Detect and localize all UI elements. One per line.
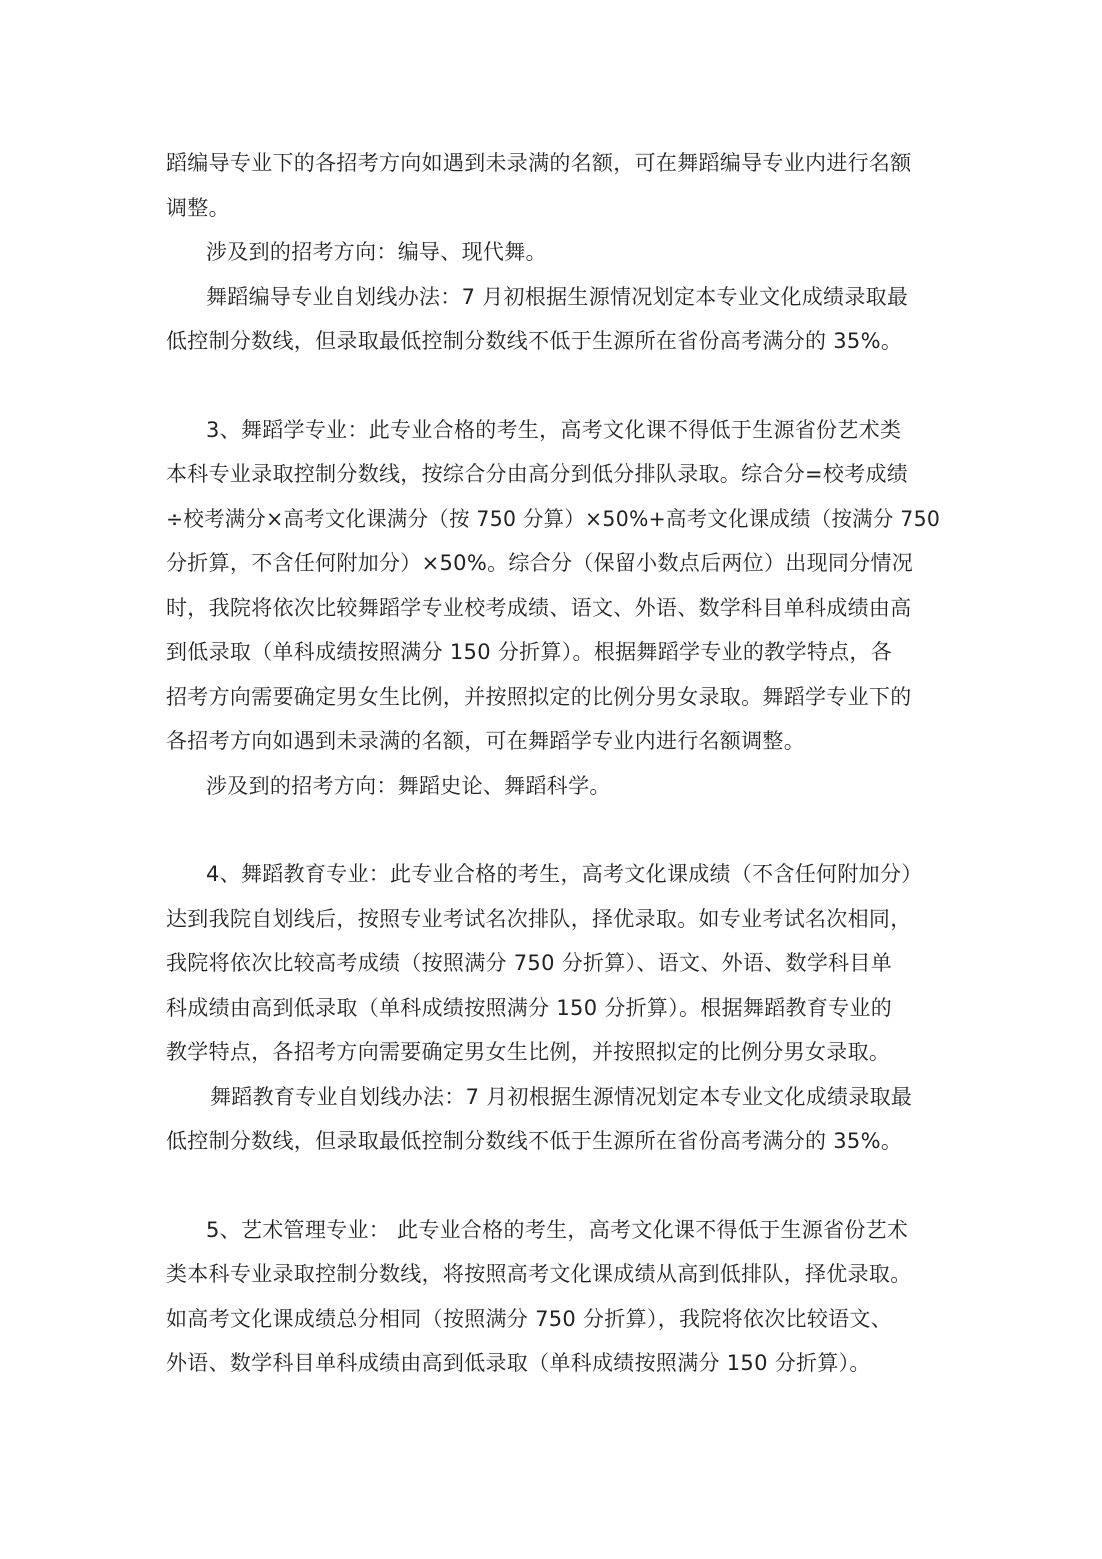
paragraph-line: 达到我院自划线后，按照专业考试名次排队，择优录取。如专业考试名次相同， bbox=[166, 907, 912, 931]
paragraph-line: 到低录取（单科成绩按照满分 150 分折算）。根据舞蹈学专业的教学特点，各 bbox=[166, 640, 893, 664]
paragraph-line: 教学特点，各招考方向需要确定男女生比例，并按照拟定的比例分男女录取。 bbox=[166, 1040, 891, 1064]
paragraph-line: 涉及到的招考方向：编导、现代舞。 bbox=[206, 240, 547, 264]
paragraph-line: 3、舞蹈学专业：此专业合格的考生，高考文化课不得低于生源省份艺术类 bbox=[206, 418, 902, 442]
paragraph-line: 分折算，不含任何附加分）×50%。综合分（保留小数点后两位）出现同分情况 bbox=[166, 551, 914, 575]
paragraph-line: 5、艺术管理专业： 此专业合格的考生，高考文化课不得低于生源省份艺术 bbox=[206, 1218, 909, 1242]
paragraph-line: 低控制分数线，但录取最低控制分数线不低于生源所在省份高考满分的 35%。 bbox=[166, 329, 903, 353]
paragraph-line: 各招考方向如遇到未录满的名额，可在舞蹈学专业内进行名额调整。 bbox=[166, 729, 805, 753]
paragraph-line: 如高考文化课成绩总分相同（按照满分 750 分折算），我院将依次比较语文、 bbox=[166, 1307, 893, 1331]
paragraph-line: 涉及到的招考方向：舞蹈史论、舞蹈科学。 bbox=[206, 774, 611, 798]
paragraph-line: ÷校考满分×高考文化课满分（按 750 分算）×50%+高考文化课成绩（按满分 750 bbox=[166, 507, 941, 531]
paragraph-line: 类本科专业录取控制分数线，将按照高考文化课成绩从高到低排队，择优录取。 bbox=[166, 1262, 912, 1286]
paragraph-line: 招考方向需要确定男女生比例，并按照拟定的比例分男女录取。舞蹈学专业下的 bbox=[166, 685, 912, 709]
paragraph-line: 时，我院将依次比较舞蹈学专业校考成绩、语文、外语、数学科目单科成绩由高 bbox=[166, 596, 912, 620]
paragraph-line: 科成绩由高到低录取（单科成绩按照满分 150 分折算）。根据舞蹈教育专业的 bbox=[166, 996, 893, 1020]
paragraph-line: 4、舞蹈教育专业：此专业合格的考生，高考文化课成绩（不含任何附加分） bbox=[206, 862, 923, 886]
paragraph-line: 舞蹈编导专业自划线办法：7 月初根据生源情况划定本专业文化成绩录取最 bbox=[206, 285, 909, 309]
paragraph-line: 本科专业录取控制分数线，按综合分由高分到低分排队录取。综合分=校考成绩 bbox=[166, 462, 909, 486]
paragraph-line: 外语、数学科目单科成绩由高到低录取（单科成绩按照满分 150 分折算）。 bbox=[166, 1351, 871, 1375]
paragraph-line: 蹈编导专业下的各招考方向如遇到未录满的名额，可在舞蹈编导专业内进行名额 bbox=[166, 151, 912, 175]
paragraph-line: 我院将依次比较高考成绩（按照满分 750 分折算）、语文、外语、数学科目单 bbox=[166, 951, 893, 975]
paragraph-line: 舞蹈教育专业自划线办法：7 月初根据生源情况划定本专业文化成绩录取最 bbox=[210, 1085, 913, 1109]
paragraph-line: 低控制分数线，但录取最低控制分数线不低于生源所在省份高考满分的 35%。 bbox=[166, 1129, 903, 1153]
paragraph-line: 调整。 bbox=[166, 196, 230, 220]
